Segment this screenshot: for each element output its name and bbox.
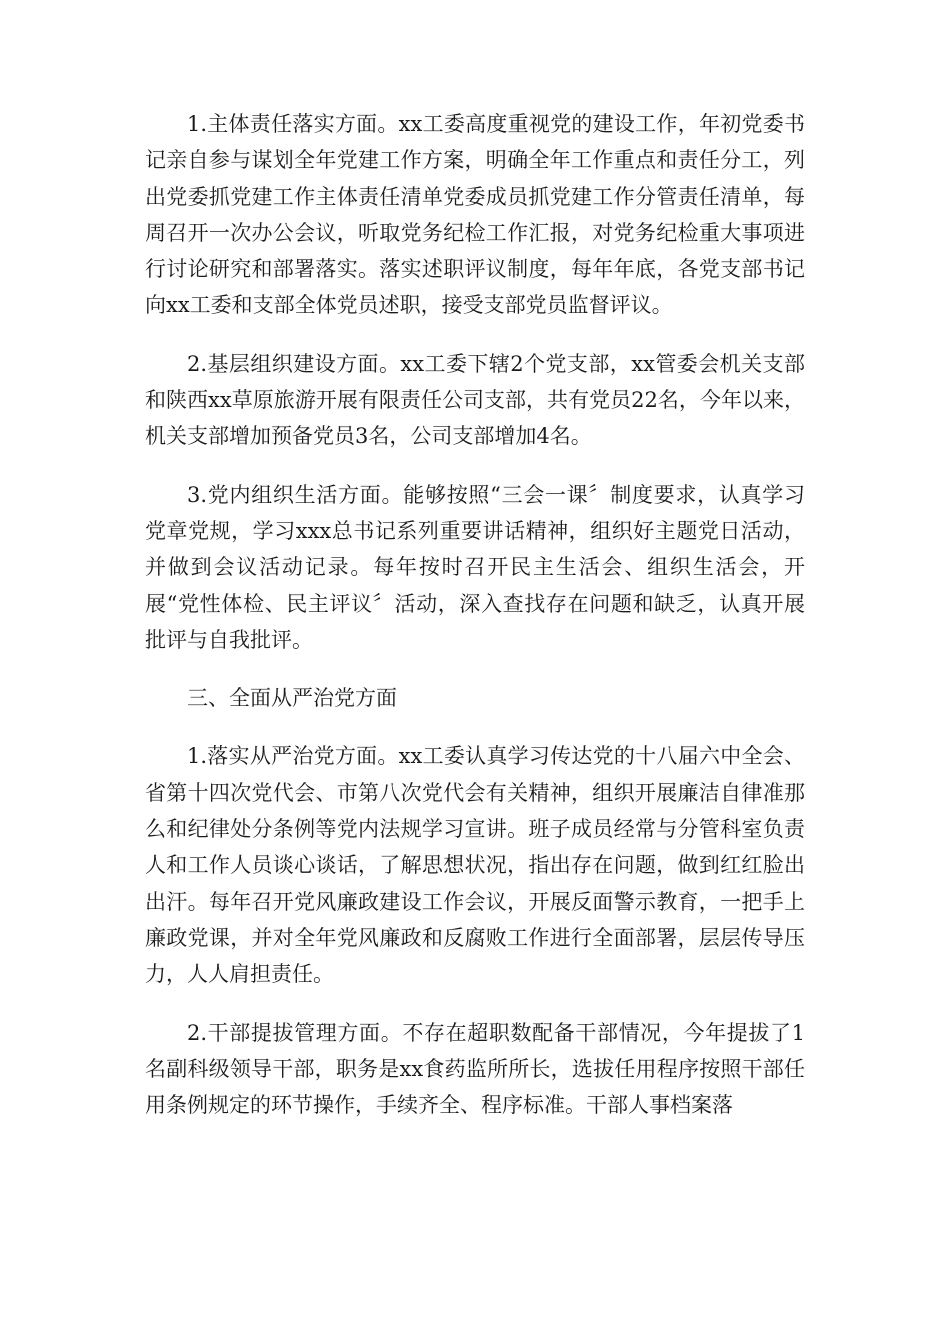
document-body bbox=[145, 106, 805, 1145]
paragraph-main-responsibility: 1.主体责任落实方面。xx工委高度重视党的建设工作，年初党委书记亲自参与谋划全年党建工作方案，明确全年工作重点和责任分工，列出党委抓党建工作主体责任清单党委成员抓党建工作分管责任清单，每周召开一次办公会议，听取党务纪检工作汇报，对党务纪检重大事项进行讨论研究和部署落实。落实述职评议制度，每年年底，各党支部书记向xx工委和支部全体党员述职，接受支部党员监督评议。 bbox=[145, 112, 805, 318]
paragraph-cadre-promotion: 2.干部提拔管理方面。不存在超职数配备干部情况，今年提拔了1名副科级领导干部，职务是xx食药监所所长，选拔任用程序按照干部任用条例规定的环节操作，手续齐全、程序标准。干部人事档案落 bbox=[145, 1020, 805, 1118]
paragraph-party-life: 3.党内组织生活方面。能够按照“三会一课〞制度要求，认真学习党章党规，学习xxx总书记系列重要讲话精神，组织好主题党日活动，并做到会议活动记录。每年按时召开民主生活会、组织生活会，开展“党性体检、民主评议〞活动，深入查找存在问题和缺乏，认真开展批评与自我批评。 bbox=[145, 482, 805, 652]
section-heading-strict-governance: 三、全面从严治党方面 bbox=[187, 686, 397, 711]
paragraph-grassroots-organization: 2.基层组织建设方面。xx工委下辖2个党支部，xx管委会机关支部和陕西xx草原旅游开展有限责任公司支部，共有党员22名，今年以来，机关支部增加预备党员3名，公司支部增加4名。 bbox=[145, 351, 805, 449]
paragraph-strict-governance: 1.落实从严治党方面。xx工委认真学习传达党的十八届六中全会、省第十四次党代会、市第八次党代会有关精神，组织开展廉洁自律准那么和纪律处分条例等党内法规学习宣讲。班子成员经常与分管科室负责人和工作人员谈心谈话，了解思想状况，指出存在问题，做到红红脸出出汗。每年召开党风廉政建设工作会议，开展反面警示教育，一把手上廉政党课，并对全年党风廉政和反腐败工作进行全面部署，层层传导压力，人人肩担责任。 bbox=[145, 744, 805, 987]
